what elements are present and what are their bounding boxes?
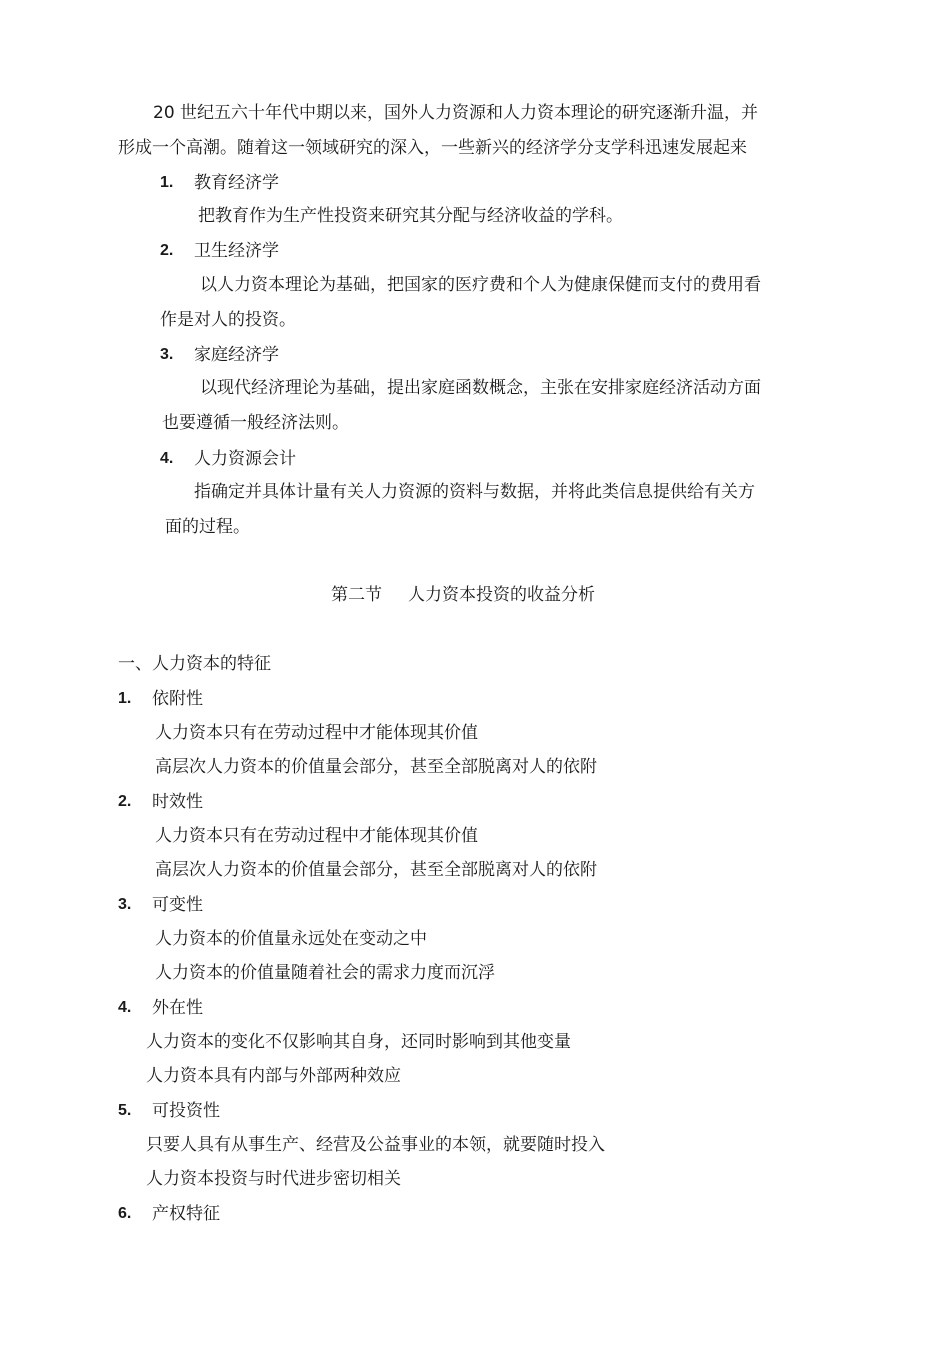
feature-2-number: 2. — [118, 793, 132, 810]
feature-6-number: 6. — [118, 1205, 132, 1222]
feature-2-title: 时效性 — [152, 792, 203, 812]
feature-5-number: 5. — [118, 1102, 132, 1119]
discipline-3-desc-2: 也要遵循一般经济法则。 — [162, 413, 349, 433]
feature-4-number: 4. — [118, 999, 132, 1016]
feature-2-desc-1: 人力资本只有在劳动过程中才能体现其价值 — [155, 826, 478, 846]
discipline-4-title: 人力资源会计 — [194, 449, 296, 469]
feature-4-desc-1: 人力资本的变化不仅影响其自身，还同时影响到其他变量 — [146, 1032, 571, 1052]
feature-6-title: 产权特征 — [152, 1204, 220, 1224]
feature-1-title: 依附性 — [152, 689, 203, 709]
features-heading: 一、人力资本的特征 — [118, 654, 271, 674]
discipline-2-title: 卫生经济学 — [194, 241, 279, 261]
section-title: 人力资本投资的收益分析 — [408, 585, 595, 605]
feature-1-desc-2: 高层次人力资本的价值量会部分，甚至全部脱离对人的依附 — [155, 757, 597, 777]
discipline-1-desc-1: 把教育作为生产性投资来研究其分配与经济收益的学科。 — [198, 206, 623, 226]
intro-line-2: 形成一个高潮。随着这一领域研究的深入，一些新兴的经济学分支学科迅速发展起来 — [118, 138, 747, 158]
discipline-3-title: 家庭经济学 — [194, 345, 279, 365]
discipline-2-number: 2. — [160, 242, 174, 259]
intro-line-1: 20 世纪五六十年代中期以来，国外人力资源和人力资本理论的研究逐渐升温，并 — [153, 103, 759, 123]
feature-1-number: 1. — [118, 690, 132, 707]
discipline-4-desc-1: 指确定并具体计量有关人力资源的资料与数据，并将此类信息提供给有关方 — [194, 482, 755, 502]
discipline-1-number: 1. — [160, 174, 174, 191]
feature-2-desc-2: 高层次人力资本的价值量会部分，甚至全部脱离对人的依附 — [155, 860, 597, 880]
feature-5-title: 可投资性 — [152, 1101, 220, 1121]
feature-5-desc-1: 只要人具有从事生产、经营及公益事业的本领，就要随时投入 — [146, 1135, 605, 1155]
discipline-3-number: 3. — [160, 346, 174, 363]
feature-3-title: 可变性 — [152, 895, 203, 915]
discipline-3-desc-1: 以现代经济理论为基础，提出家庭函数概念，主张在安排家庭经济活动方面 — [200, 378, 761, 398]
discipline-4-number: 4. — [160, 450, 174, 467]
discipline-1-title: 教育经济学 — [194, 173, 279, 193]
feature-3-number: 3. — [118, 896, 132, 913]
feature-5-desc-2: 人力资本投资与时代进步密切相关 — [146, 1169, 401, 1189]
feature-3-desc-2: 人力资本的价值量随着社会的需求力度而沉浮 — [155, 963, 495, 983]
discipline-2-desc-1: 以人力资本理论为基础，把国家的医疗费和个人为健康保健而支付的费用看 — [200, 275, 761, 295]
feature-4-desc-2: 人力资本具有内部与外部两种效应 — [146, 1066, 401, 1086]
discipline-4-desc-2: 面的过程。 — [165, 517, 250, 537]
feature-1-desc-1: 人力资本只有在劳动过程中才能体现其价值 — [155, 723, 478, 743]
feature-3-desc-1: 人力资本的价值量永远处在变动之中 — [155, 929, 427, 949]
feature-4-title: 外在性 — [152, 998, 203, 1018]
section-label: 第二节 — [331, 585, 382, 605]
discipline-2-desc-2: 作是对人的投资。 — [160, 310, 296, 330]
